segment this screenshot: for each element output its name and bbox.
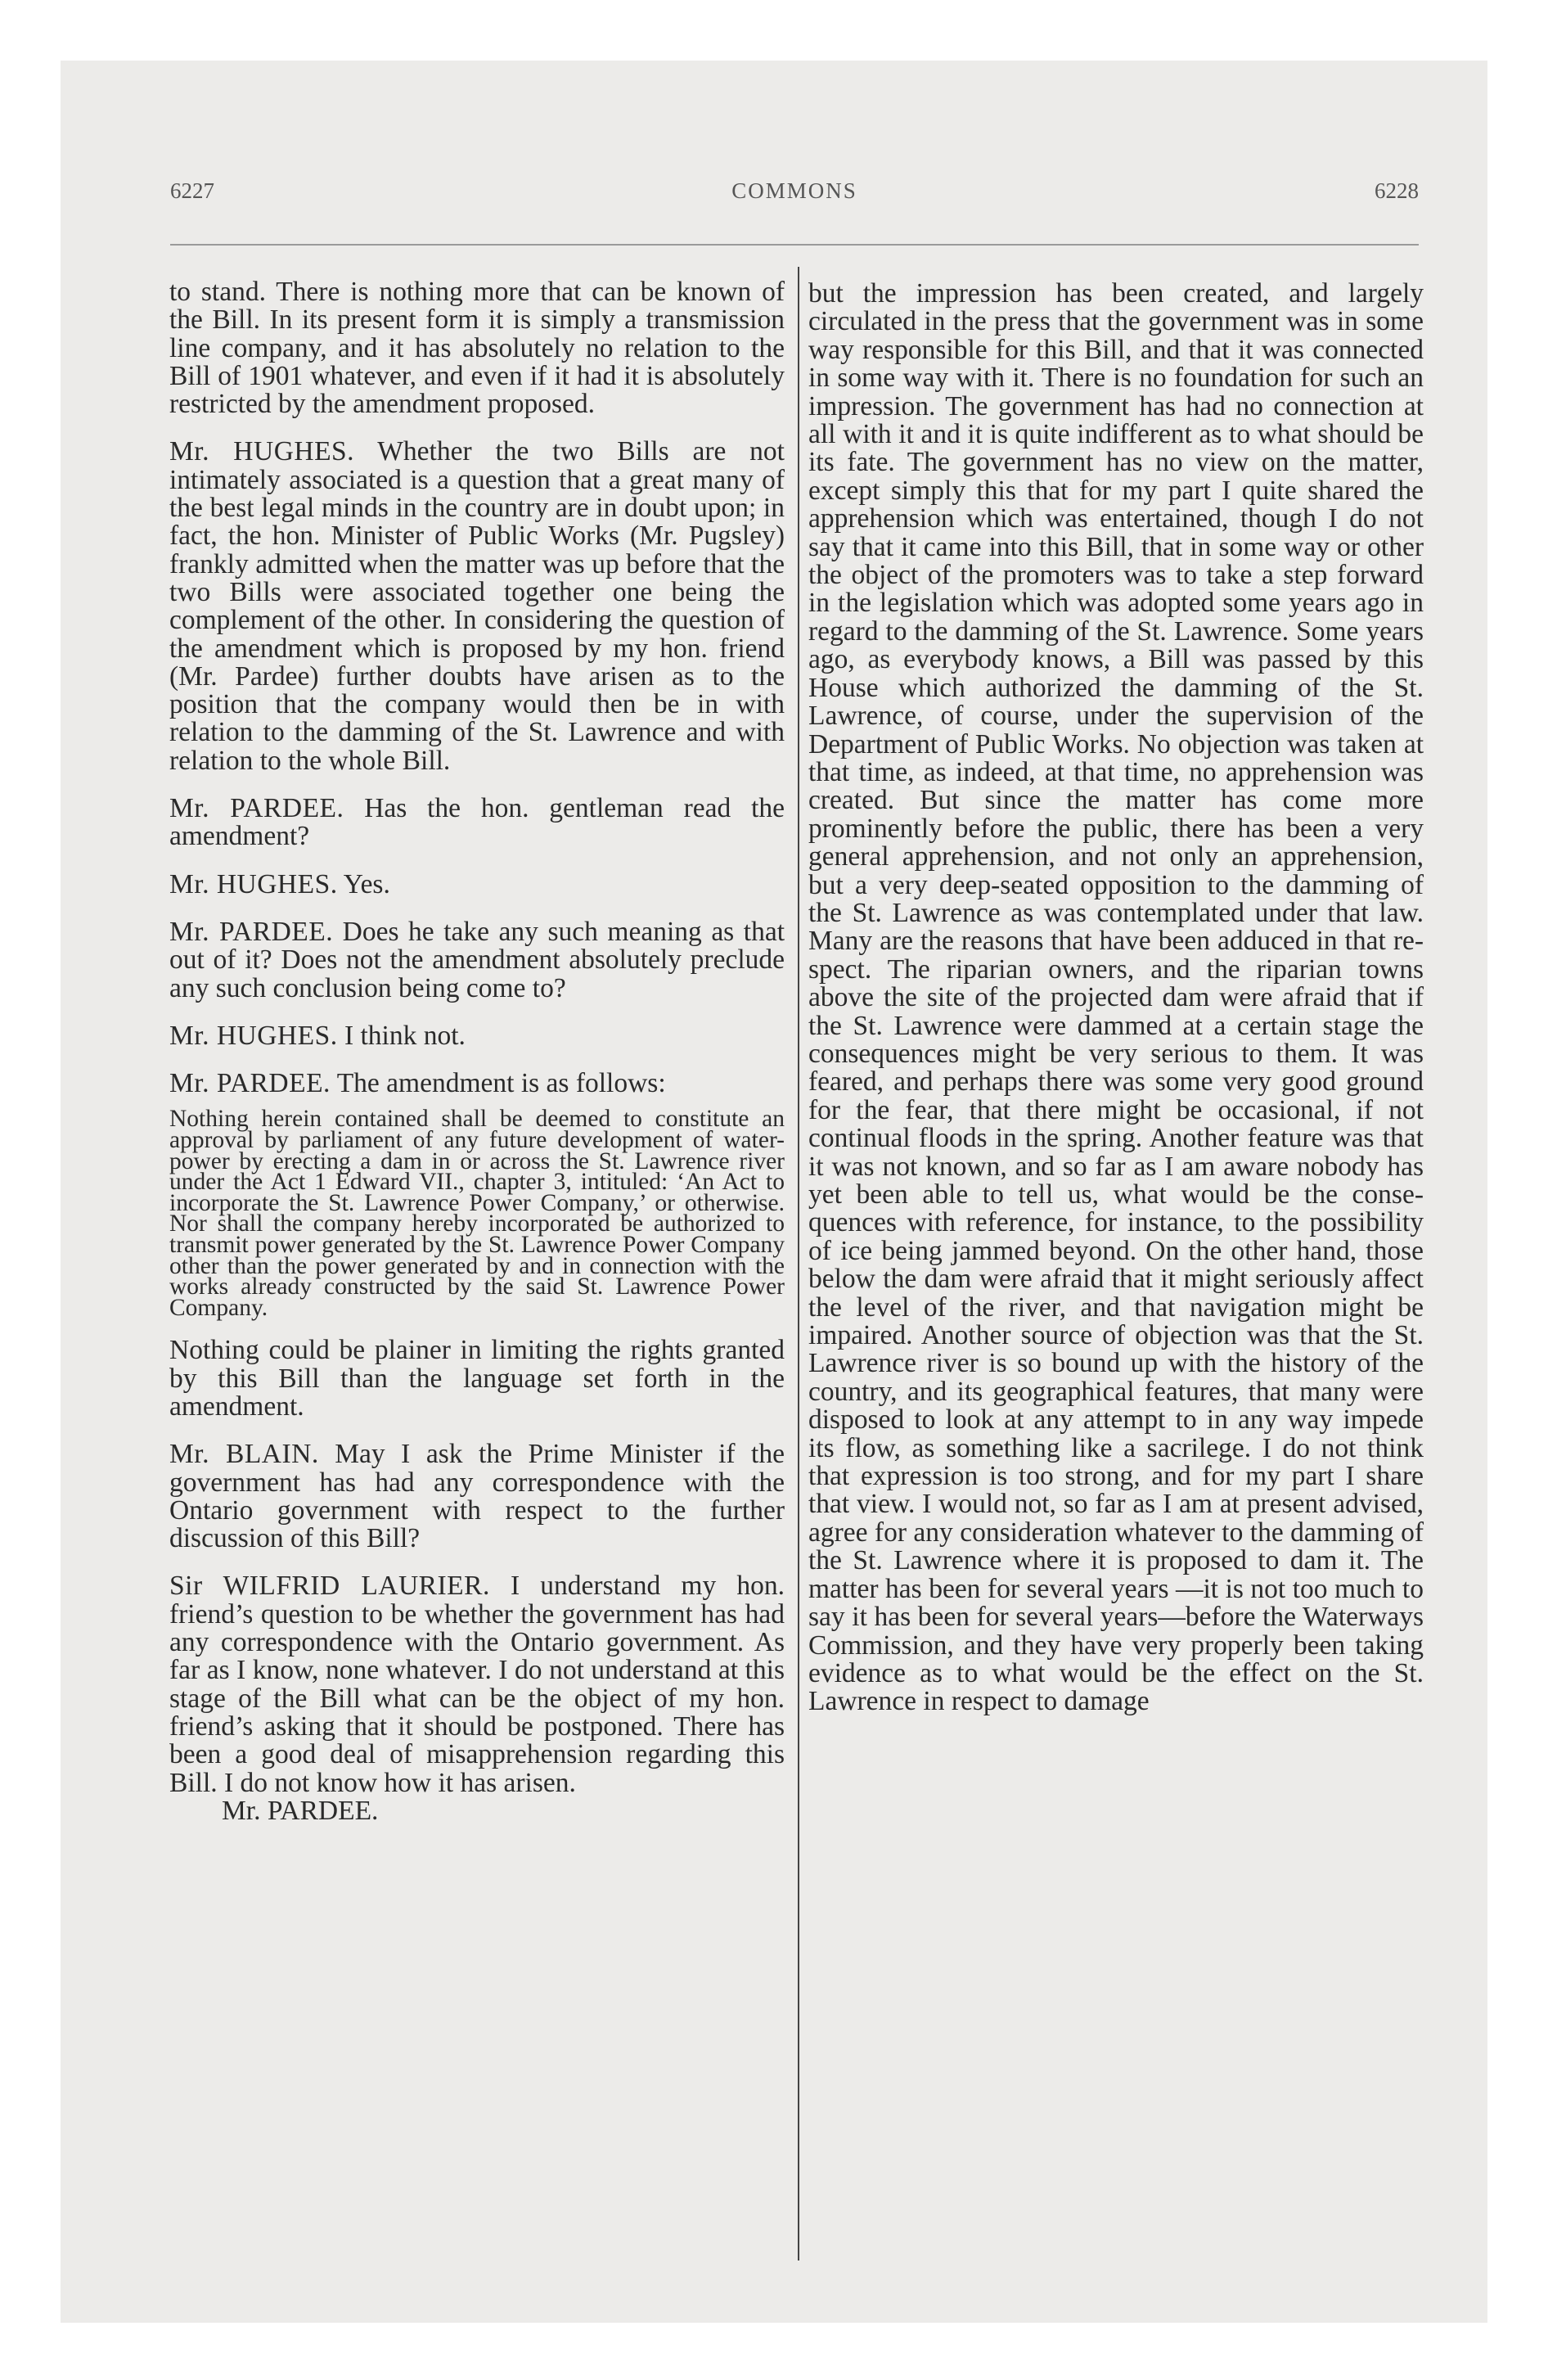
page-header <box>170 178 1419 214</box>
right-column <box>808 280 1424 1716</box>
page-number-left: 6227 <box>170 178 214 203</box>
speech: Sir WILFRID LAURIER. I understand my hon. friend’s question to be whether the government has had any correspondence with the Ontario government. As far as I know, none whatever. I do not understand at this stage of the Bill what can be the object of my hon. friend’s asking that it should be postponed. There has been a good deal of misapprehension regarding this Bill. I do not know how it has arisen. <box>169 1571 785 1798</box>
speech: Mr. HUGHES. Yes. <box>169 868 390 899</box>
left-column <box>169 278 785 1825</box>
speech: Mr. PARDEE. Has the hon. gentleman read the amendment? <box>169 793 785 852</box>
page-number-right: 6228 <box>1375 178 1419 203</box>
running-title: COMMONS <box>731 178 857 203</box>
speech: Mr. BLAIN. May I ask the Prime Minister if the government has had any correspondence with the Ontario government with respect to the further discussion of this Bill? <box>169 1439 785 1554</box>
speaker-name: Mr. HUGHES. <box>169 868 338 899</box>
speech: Mr. HUGHES. I think not. <box>169 1020 466 1051</box>
paragraph: to stand. There is nothing more that can be known of the Bill. In its present form it is simply a transmission line company, and it has absolutely no relation to the Bill of 1901 whatever, and even if it had it is absolutely restricted by the amendment proposed. <box>169 277 785 420</box>
speaker-name: Mr. HUGHES. <box>169 1020 338 1051</box>
speech: Mr. PARDEE. The amendment is as follows: <box>169 1068 666 1099</box>
speaker-name: Sir WILFRID LAURIER. <box>169 1571 490 1602</box>
speaker-name: Mr. PARDEE. <box>169 793 344 824</box>
speaker-name: Mr. HUGHES. <box>169 436 355 467</box>
amendment-quote: Nothing herein contained shall be deemed to constitute an approval by parliament of any future development of water-power by erecting a dam in or across the St. Lawrence river under the Act 1 Edward VII., chapter 3, intituled: ‘An Act to incorporate the St. Lawrence Power Company,’ or otherwise. Nor shall the company hereby incorporated be authorized to transmit power generated by the St. Lawrence Power Company other than the power generated by and in connection with the works already constructed by the said St. Lawrence Power Company. <box>169 1106 785 1321</box>
paragraph: Nothing could be plainer in limiting the rights granted by this Bill than the language set forth in the amendment. <box>169 1335 785 1422</box>
column-divider <box>798 267 799 2261</box>
speech: Mr. HUGHES. Whether the two Bills are not intimately associated is a question that a great many of the best legal minds in the country are in doubt upon; in fact, the hon. Minister of Public Works (Mr. Pugsley) frankly admitted when the matter was up before that the two Bills were associated together one being the complement of the other. In considering the question of the amendment which is proposed by my hon. friend (Mr. Pardee) further doubts have arisen as to the position that the company would then be in with relation to the damming of the St. Lawrence and with relation to the whole Bill. <box>169 436 785 776</box>
speaker-name: Mr. PARDEE. <box>169 1068 331 1099</box>
paragraph: but the impression has been created, and largely circulated in the press that the government was in some way responsible for this Bill, and that it was connected in some way with it. There is no foundation for such an impression. The government has had no connection at all with it and it is quite indifferent as to what should be its fate. The government has no view on the matter, except simply this that for my part I quite shared the apprehension which was entertained, though I do not say that it came into this Bill, that in some way or other the object of the promoters was to take a step forward in the legislation which was adopted some years ago in regard to the damming of the St. Lawrence. Some years ago, as everybody knows, a Bill was passed by this House which authorized the damming of the St. Lawrence, of course, under the supervision of the Department of Public Works. No objection was taken at that time, as indeed, at that time, no apprehension was created. But since the matter has come more prominently before the public, there has been a very general apprehension, and not only an apprehension, but a very deep-seated opposition to the damming of the St. Lawrence as was contemplated under that law. Many are the reasons that have been adduced in that respect. The riparian owners, and the riparian towns above the site of the projected dam were afraid that if the St. Lawrence were dammed at a certain stage the consequences might be very serious to them. It was feared, and perhaps there was some very good ground for the fear, that there might be occasional, if not continual floods in the spring. Another feature was that it was not known, and so far as I am aware nobody has yet been able to tell us, what would be the consequences with reference, for instance, to the possibility of ice being jammed beyond. On the other hand, those below the dam were afraid that it might seriously affect the level of the river, and that navigation might be impaired. Another source of objection was that the St. Lawrence river is so bound up with the history of the country, and its geographical features, that many were disposed to look at any attempt to in any way impede its flow, as something like a sacrilege. I do not think that expression is too strong, and for my part I share that view. I would not, so far as I am at present advised, agree for any consideration whatever to the damming of the St. Lawrence where it is proposed to dam it. The matter has been for several years —it is not too much to say it has been for several years—before the Waterways Commission, and they have very properly been taking evidence as to what would be the effect on the St. Lawrence in respect to damage <box>808 278 1424 1717</box>
speech: Mr. PARDEE. Does he take any such meaning as that out of it? Does not the amendment absolutely preclude any such conclusion being come to? <box>169 916 785 1003</box>
speaker-name: Mr. PARDEE. <box>222 1795 379 1826</box>
header-rule <box>170 244 1419 246</box>
speaker-name: Mr. PARDEE. <box>169 916 334 947</box>
speaker-name: Mr. BLAIN. <box>169 1439 319 1470</box>
